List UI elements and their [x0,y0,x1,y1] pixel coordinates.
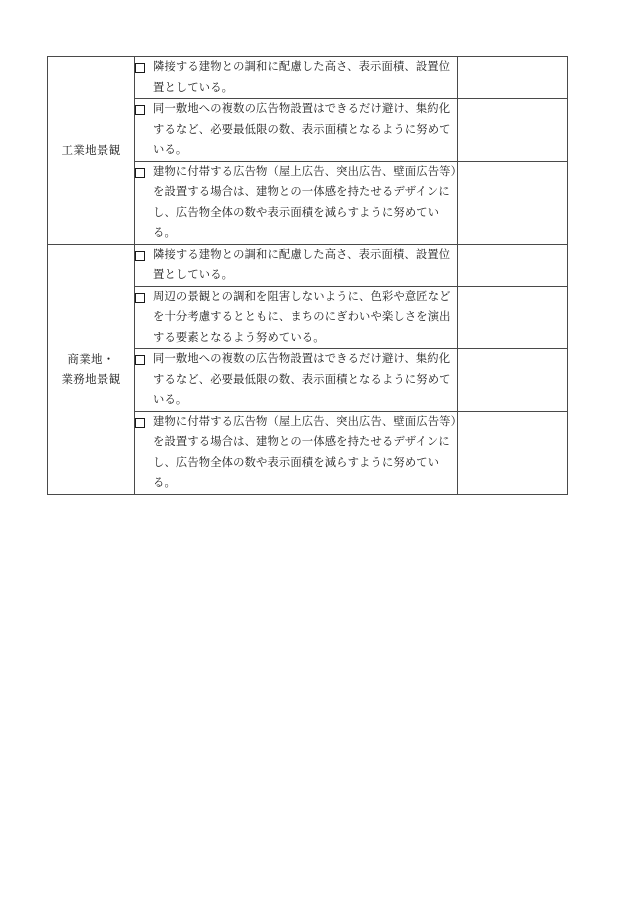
check-item [135,162,457,244]
check-item-cell [135,244,458,286]
checkbox[interactable] [135,251,145,261]
checkbox[interactable] [135,418,145,428]
answer-cell[interactable] [458,244,568,286]
checkbox[interactable] [135,105,145,115]
check-item [135,245,457,286]
check-item-cell [135,57,458,99]
section-label-line: 商業地・ [67,352,115,366]
check-item-text: 周辺の景観との調和を阻害しないように、色彩や意匠などを十分考慮するとともに、まちのにぎわいや楽しさを演出する要素となるよう努めている。 [153,289,451,344]
check-item-text: 同一敷地への複数の広告物設置はできるだけ避け、集約化するなど、必要最低限の数、表示面積となるように努めている。 [153,102,451,156]
answer-cell[interactable] [458,57,568,99]
check-item-text: 隣接する建物との調和に配慮した高さ、表示面積、設置位置としている。 [153,60,451,94]
section-label-line: 業務地景観 [61,372,121,386]
section-label-industrial [48,57,135,245]
check-item-text: 隣接する建物との調和に配慮した高さ、表示面積、設置位置としている。 [153,247,451,281]
checkbox[interactable] [135,355,145,365]
check-item-cell [135,161,458,244]
checkbox[interactable] [135,293,145,303]
answer-cell[interactable] [458,286,568,349]
answer-cell[interactable] [458,349,568,412]
check-item [135,57,457,98]
checkbox[interactable] [135,63,145,73]
check-item [135,99,457,161]
checklist-sheet [47,56,567,495]
check-item-cell [135,99,458,162]
answer-cell[interactable] [458,411,568,494]
check-item [135,287,457,349]
table-row [48,244,568,286]
checkbox[interactable] [135,168,145,178]
answer-cell[interactable] [458,99,568,162]
landscape-checklist-table [47,56,568,495]
check-item [135,349,457,411]
section-label-line: 工業地景観 [61,143,121,158]
answer-cell[interactable] [458,161,568,244]
check-item-cell [135,286,458,349]
check-item-text: 建物に付帯する広告物（屋上広告、突出広告、壁面広告等）を設置する場合は、建物との一体感を持たせるデザインにし、広告物全体の数や表示面積を減らすように努めている。 [153,414,457,489]
check-item-cell [135,411,458,494]
section-label-commercial [48,244,135,494]
check-item-text: 同一敷地への複数の広告物設置はできるだけ避け、集約化するなど、必要最低限の数、表示面積となるように努めている。 [153,352,451,406]
check-item-text: 建物に付帯する広告物（屋上広告、突出広告、壁面広告等）を設置する場合は、建物との一体感を持たせるデザインにし、広告物全体の数や表示面積を減らすように努めている。 [153,164,457,239]
check-item-cell [135,349,458,412]
check-item [135,412,457,494]
table-row [48,57,568,99]
